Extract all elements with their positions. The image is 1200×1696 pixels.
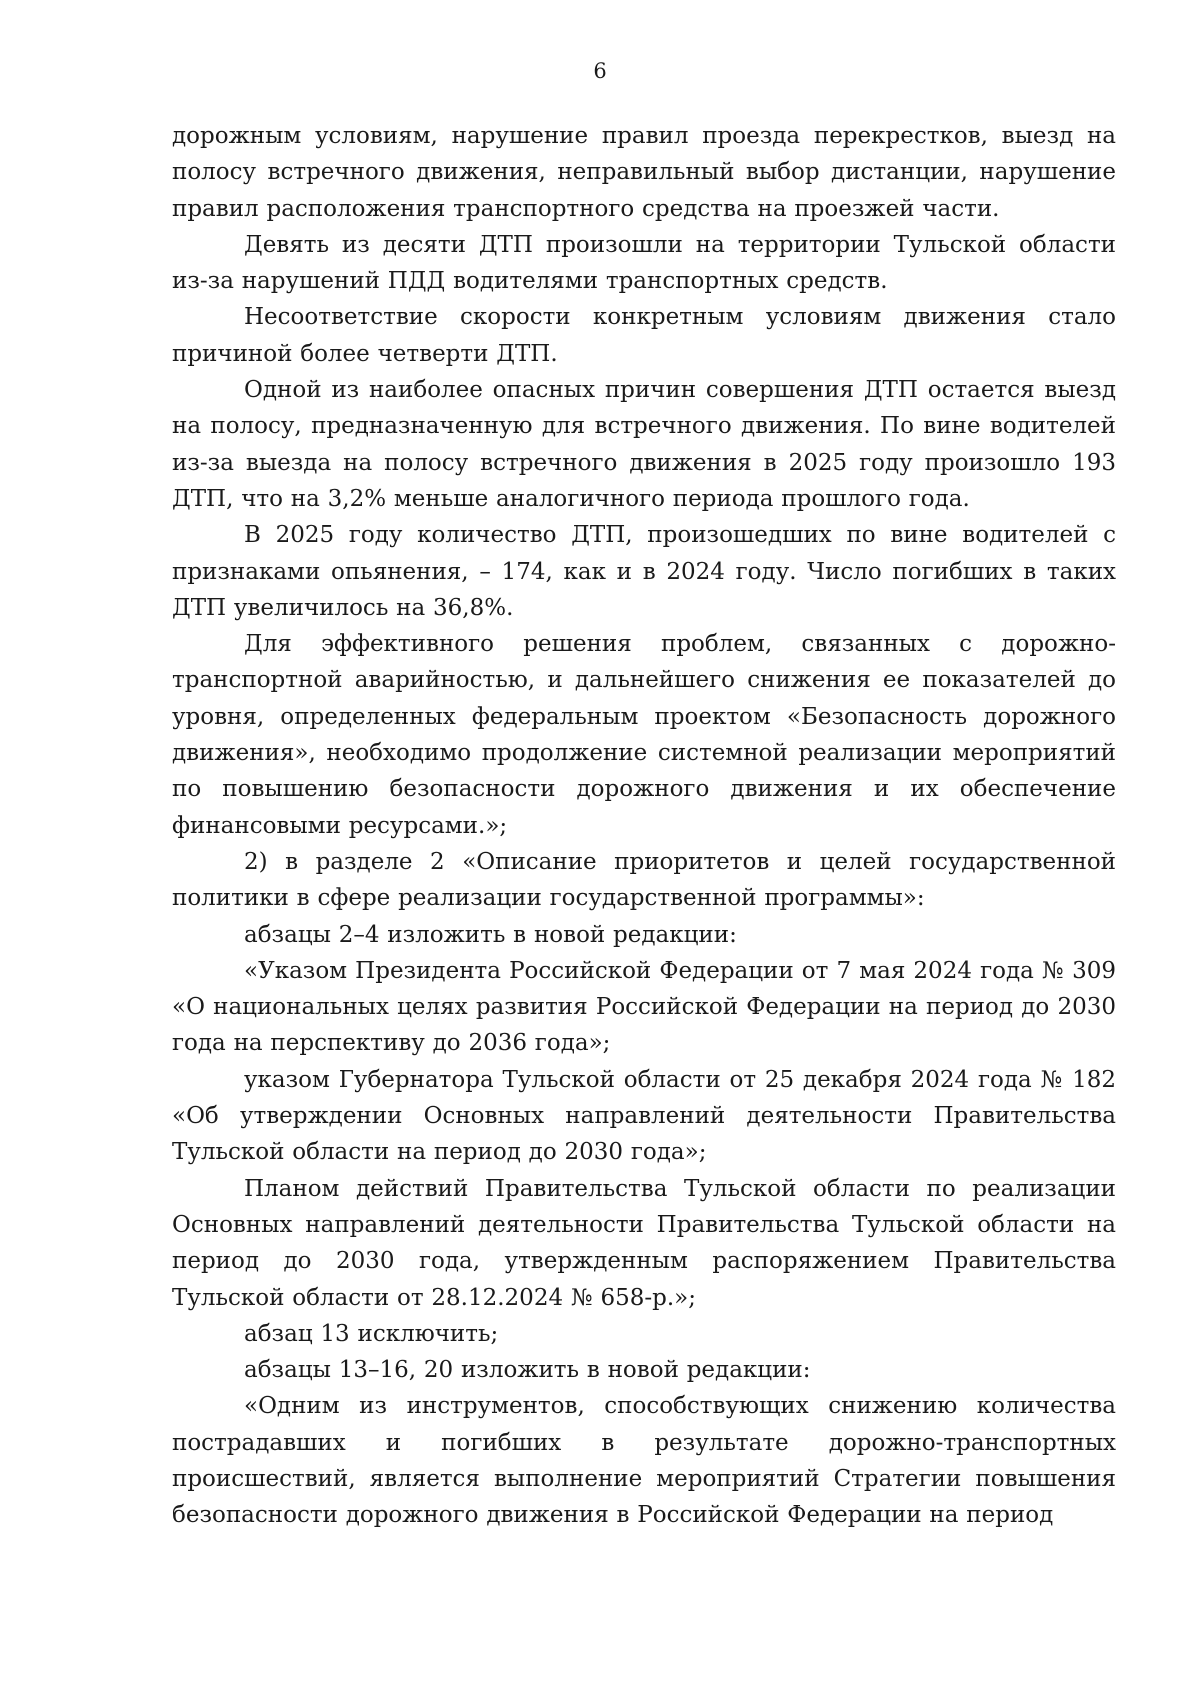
paragraph: указом Губернатора Тульской области от 25 декабря 2024 года № 182 «Об утверждении Основных направлений деятельности Правительства Тульской области на период до 2030 года»;	[172, 1066, 1116, 1166]
paragraph: Девять из десяти ДТП произошли на территории Тульской области из-за нарушений ПДД водителями транспортных средств.	[172, 231, 1116, 295]
paragraph: «Указом Президента Российской Федерации от 7 мая 2024 года № 309 «О национальных целях развития Российской Федерации на период до 2030 года на перспективу до 2036 года»;	[172, 957, 1116, 1057]
paragraph: В 2025 году количество ДТП, произошедших по вине водителей с признаками опьянения, – 174, как и в 2024 году. Число погибших в таких ДТП увеличилось на 36,8%.	[172, 522, 1116, 621]
paragraph: абзац 13 исключить;	[244, 1320, 499, 1347]
paragraph: абзацы 13–16, 20 изложить в новой редакции:	[244, 1357, 811, 1384]
page-number: 6	[593, 59, 607, 83]
paragraph-continuation: дорожным условиям, нарушение правил проезда перекрестков, выезд на полосу встречного движения, неправильный выбор дистанции, нарушение правил расположения транспортного средства на проезжей части.	[172, 123, 1116, 222]
paragraph: Планом действий Правительства Тульской области по реализации Основных направлений деятельности Правительства Тульской области на период до 2030 года, утвержденным распоряжением Правительства Тульской области от 28.12.2024 № 658-р.»;	[172, 1175, 1116, 1311]
paragraph: Для эффективного решения проблем, связанных с дорожно-транспортной аварийностью, и дальнейшего снижения ее показателей до уровня, определенных федеральным проектом «Безопасность дорожного движения», необходимо продолжение системной реализации мероприятий по повышению безопасности дорожного движения и их обеспечение финансовыми ресурсами.»;	[172, 631, 1116, 839]
paragraph: Одной из наиболее опасных причин совершения ДТП остается выезд на полосу, предназначенную для встречного движения. По вине водителей из-за выезда на полосу встречного движения в 2025 году произошло 193 ДТП, что на 3,2% меньше аналогичного периода прошлого года.	[172, 377, 1116, 512]
document-body	[172, 118, 1116, 1534]
paragraph: абзацы 2–4 изложить в новой редакции:	[244, 921, 737, 948]
paragraph: 2) в разделе 2 «Описание приоритетов и целей государственной политики в сфере реализации государственной программы»:	[172, 848, 1116, 912]
paragraph: «Одним из инструментов, способствующих снижению количества пострадавших и погибших в результате дорожно-транспортных происшествий, является выполнение мероприятий Стратегии повышения безопасности дорожного движения в Российской Федерации на период	[172, 1393, 1116, 1529]
paragraph: Несоответствие скорости конкретным условиям движения стало причиной более четверти ДТП.	[172, 304, 1116, 367]
